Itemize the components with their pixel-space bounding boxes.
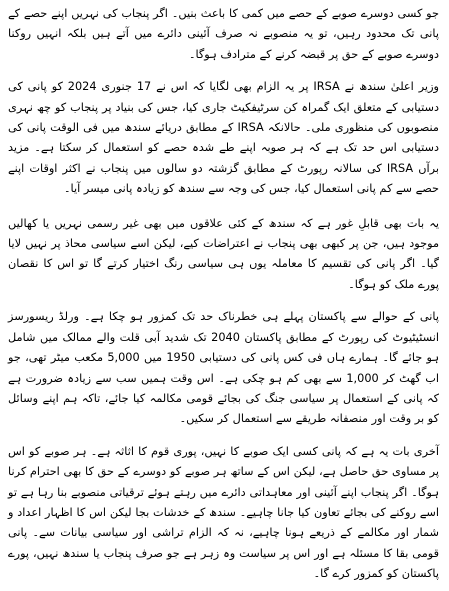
paragraph-5: آخری بات یہ ہے کہ پانی کسی ایک صوبے کا نہیں، پوری قوم کا اثاثہ ہے۔ ہر صوبے کو اس پر مساوی حق حاصل ہے، لیکن اس کے ساتھ ہر صوبے کو دوسرے کے حق کا بھی احترام کرنا ہوگا۔ اگر پنجاب اپنے آئینی اور معاہداتی دائرے میں رہتے ہوئے ترقیاتی منصوبے بنا رہا ہے تو اسے روکنے کی بجائے تعاون کیا جانا چاہیے۔ سندھ کے خدشات بجا لیکن اس کا اظہار اعداد و شمار اور مکالمے کے ذریعے ہونا چاہیے، نہ کہ الزام تراشی اور سیاسی بیانات سے۔ پانی قومی بقا کا مسئلہ ہے اور اس پر سیاست وہ زہر ہے جو صرف پنجاب یا سندھ نہیں، پورے پاکستان کو کمزور کرے گا۔ — [8, 444, 439, 581]
paragraph-3: یہ بات بھی قابلِ غور ہے کہ سندھ کے کئی علاقوں میں بھی غیر رسمی نہریں یا کھالیں موجود ہیں، جن پر کبھی بھی پنجاب نے اعتراضات کیے، لیکن اسے سیاسی محاذ پر نہیں لایا گیا۔ اگر پانی کی تقسیم کا معاملہ یوں ہی سیاسی رنگ اختیار کرتے گا تو اس کا نقصان پورے ملک کو ہوگا۔ — [8, 216, 439, 291]
paragraph-2: وزیر اعلیٰ سندھ نے IRSA پر یہ الزام بھی لگایا کہ اس نے 17 جنوری 2024 کو پانی کی دستیابی کے متعلق ایک گمراہ کن سرٹیفکیٹ جاری کیا، جس کی بنیاد پر پنجاب کو چھ نہری منصوبوں کی منظوری ملی۔ حالانکہ IRSA کے مطابق دریائے سندھ میں فی الوقت پانی کی دستیابی اس حد تک ہے کہ ہر صوبہ اپنے طے شدہ حصے کو استعمال کر سکتا ہے۔ مزید برآں IRSA کی سالانہ رپورٹ کے مطابق گزشتہ دو سالوں میں پنجاب نے اکثر اوقات اپنے حصے سے کم پانی استعمال کیا، جس کی وجہ سے سندھ کو زیادہ پانی میسر آیا۔ — [8, 80, 440, 196]
paragraph-4: پانی کے حوالے سے پاکستان پہلے ہی خطرناک حد تک کمزور ہو چکا ہے۔ ورلڈ ریسورسز انسٹیٹیوٹ کی رپورٹ کے مطابق پاکستان 2040 تک شدید آبی قلت والے ممالک میں شامل ہو جائے گا۔ ہمارے ہاں فی کس پانی کی دستیابی 1950 میں 5,000 مکعب میٹر تھی، جو اب گھٹ کر 1,000 سے بھی کم ہو چکی ہے۔ اس وقت ہمیں سب سے زیادہ ضرورت ہے کہ پانی کے استعمال پر سیاسی جنگ کی بجائے قومی مکالمہ کیا جائے، تاکہ ہم اپنے وسائل کو بر وقت اور منصفانہ طریقے سے استعمال کر سکیں۔ — [8, 310, 439, 426]
paragraph-1: جو کسی دوسرے صوبے کے حصے میں کمی کا باعث بنیں۔ اگر پنجاب کی نہریں اپنے حصے کے پانی تک محدود رہیں، تو یہ منصوبے نہ صرف آئینی دائرے میں آتے ہیں بلکہ انہیں روکنا دوسرے صوبے کے حق پر قبضہ کرنے کے مترادف ہوگا۔ — [8, 7, 439, 61]
